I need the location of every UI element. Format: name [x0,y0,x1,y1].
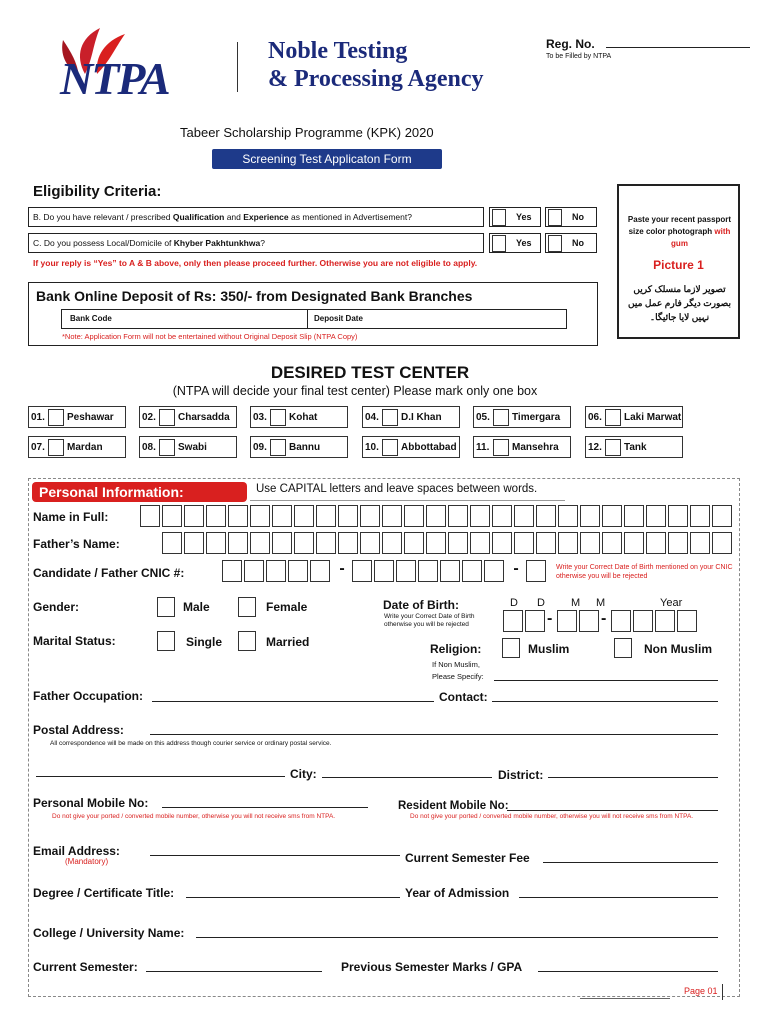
char-cell[interactable] [536,505,556,527]
char-cell[interactable] [272,532,292,554]
cnic-label: Candidate / Father CNIC #: [33,566,185,580]
current-semester-label: Current Semester: [33,960,138,974]
center-checkbox[interactable] [605,439,621,456]
current-semester-field[interactable] [146,971,322,972]
char-cell[interactable] [448,505,468,527]
religion-label: Religion: [430,642,482,656]
photo-box[interactable] [617,184,740,339]
degree-label: Degree / Certificate Title: [33,886,175,900]
married-checkbox[interactable] [238,631,256,651]
test-center-option[interactable] [585,406,683,428]
char-cell[interactable] [228,532,248,554]
char-cell[interactable] [690,505,710,527]
reg-no-note: To be Filled by NTPA [546,53,612,60]
father-name-label: Father’s Name: [33,537,120,551]
male-label: Male [183,600,210,614]
cnic-cell[interactable] [462,560,482,582]
center-number: 09. [253,442,267,453]
char-cell[interactable] [206,532,226,554]
male-checkbox[interactable] [157,597,175,617]
char-cell[interactable] [668,532,688,554]
char-cell[interactable] [492,505,512,527]
dob-cells[interactable]: - - [503,610,699,632]
char-cell[interactable] [602,532,622,554]
test-center-option[interactable] [473,436,571,458]
char-cell[interactable] [404,505,424,527]
email-mandatory: (Mandatory) [65,857,109,866]
form-title: Screening Test Applicaton Form [242,152,412,166]
bank-note: *Note: Application Form will not be entertained without Original Deposit Slip (NTPA Copy) [62,332,358,341]
cnic-cell[interactable] [484,560,504,582]
religion-specify-field[interactable] [494,680,718,681]
please-specify-text: Please Specify: [432,672,484,681]
previous-gpa-label: Previous Semester Marks / GPA [341,960,523,974]
char-cell[interactable] [140,505,160,527]
personal-info-header: Personal Information: [32,482,247,502]
char-cell[interactable] [426,532,446,554]
email-field[interactable] [150,855,400,856]
char-cell[interactable] [492,532,512,554]
char-cell[interactable] [514,532,534,554]
single-checkbox[interactable] [157,631,175,651]
question-c: C. Do you possess Local/Domicile of Khyber Pakhtunkhwa? [28,233,484,253]
non-muslim-label: Non Muslim [644,642,712,656]
college-label: College / University Name: [33,926,185,940]
cnic-cell[interactable] [440,560,460,582]
test-center-option[interactable] [250,406,348,428]
char-cell[interactable] [272,505,292,527]
father-name-cells[interactable] [162,532,734,554]
question-b-yes[interactable]: Yes [489,207,541,227]
char-cell[interactable] [514,505,534,527]
female-checkbox[interactable] [238,597,256,617]
center-name: Mansehra [512,442,559,453]
reg-no-field[interactable] [606,47,750,48]
center-checkbox[interactable] [382,439,398,456]
muslim-label: Muslim [528,642,570,656]
cnic-cell[interactable] [222,560,242,582]
dob-d2-label: D [537,597,545,609]
center-number: 02. [142,412,156,423]
eligibility-title: Eligibility Criteria: [33,183,162,200]
char-cell[interactable] [558,505,578,527]
contact-field[interactable] [492,701,718,702]
postal-address-line2[interactable] [36,776,285,777]
char-cell[interactable] [162,532,182,554]
city-field[interactable] [322,777,492,778]
char-cell[interactable] [162,505,182,527]
center-number: 12. [588,442,602,453]
center-checkbox[interactable] [382,409,398,426]
char-cell[interactable] [624,505,644,527]
question-c-yes[interactable]: Yes [489,233,541,253]
personal-info-section [28,478,740,997]
question-b: B. Do you have relevant / prescribed Qualification and Experience as mentioned in Advertisement? [28,207,484,227]
center-checkbox[interactable] [605,409,621,426]
char-cell[interactable] [536,532,556,554]
capital-instruction: Use CAPITAL letters and leave spaces between words. [256,483,538,495]
photo-urdu-note: تصویر لازما منسلک کریں بصورت دیگر فارم عمل میں نہیں لایا جائیگا۔ [628,284,731,322]
char-cell[interactable] [250,532,270,554]
reg-no-label: Reg. No. [546,37,595,51]
name-cells[interactable] [140,505,734,527]
center-checkbox[interactable] [159,409,175,426]
eligibility-warning: If your reply is “Yes” to A & B above, only then please proceed further. Otherwise you are not eligible to apply. [33,258,478,268]
org-name-line2: & Processing Agency [268,66,484,92]
center-name: Kohat [289,412,318,423]
char-cell[interactable] [646,505,666,527]
district-field[interactable] [548,777,718,778]
year-admission-label: Year of Admission [405,886,510,900]
char-cell[interactable] [470,532,490,554]
logo-text: NTPA [60,53,169,104]
question-c-no[interactable]: No [545,233,597,253]
page-number: Page 01 [684,986,718,996]
center-number: 06. [588,412,602,423]
deposit-date-field[interactable]: Deposit Date [307,309,567,329]
city-label: City: [290,767,317,781]
gender-label: Gender: [33,600,80,614]
cnic-dash: - [513,560,519,577]
center-name: Tank [624,442,647,453]
marital-label: Marital Status: [33,634,116,648]
female-label: Female [266,600,308,614]
contact-label: Contact: [439,690,488,704]
cnic-cell[interactable] [310,560,330,582]
header-divider [237,42,238,92]
semester-fee-field[interactable] [543,862,718,863]
center-checkbox[interactable] [159,439,175,456]
cnic-cell[interactable] [396,560,416,582]
muslim-checkbox[interactable] [502,638,520,658]
center-number: 08. [142,442,156,453]
previous-gpa-field[interactable] [538,971,718,972]
char-cell[interactable] [624,532,644,554]
resident-mobile-field[interactable] [507,810,718,811]
char-cell[interactable] [316,532,336,554]
center-number: 07. [31,442,45,453]
college-field[interactable] [196,937,718,938]
char-cell[interactable] [690,532,710,554]
center-checkbox[interactable] [48,439,64,456]
test-center-option[interactable] [362,406,460,428]
char-cell[interactable] [712,505,732,527]
org-name-line1: Noble Testing [268,38,408,64]
test-center-option[interactable] [139,406,237,428]
cnic-dob-note: Write your Correct Date of Birth mentioned on your CNIC otherwise you will be rejected [556,564,733,580]
semester-fee-label: Current Semester Fee [405,851,530,865]
char-cell[interactable] [316,505,336,527]
cnic-cell[interactable] [244,560,264,582]
form-title-banner [212,149,442,169]
center-checkbox[interactable] [48,409,64,426]
test-center-option[interactable] [585,436,683,458]
postal-address-label: Postal Address: [33,723,124,737]
programme-title: Tabeer Scholarship Programme (KPK) 2020 [180,125,434,140]
personal-mobile-note: Do not give your ported / converted mobile number, otherwise you will not receive sms from NTPA. [52,813,336,820]
if-non-muslim-text: If Non Muslim, [432,660,480,669]
center-name: Swabi [178,442,207,453]
char-cell[interactable] [602,505,622,527]
cnic-dash: - [339,560,345,577]
dob-label: Date of Birth: [383,598,459,612]
bank-title: Bank Online Deposit of Rs: 350/- from Designated Bank Branches [36,288,473,304]
question-b-no[interactable]: No [545,207,597,227]
char-cell[interactable] [250,505,270,527]
char-cell[interactable] [712,532,732,554]
married-label: Married [266,635,310,649]
cnic-cell[interactable] [526,560,546,582]
center-number: 11. [476,442,490,453]
center-name: Mardan [67,442,103,453]
personal-mobile-label: Personal Mobile No: [33,796,149,810]
dob-m1-label: M [571,597,581,609]
test-center-option[interactable] [28,406,126,428]
char-cell[interactable] [360,505,380,527]
page-marker [722,984,723,1000]
cnic-cell[interactable] [352,560,372,582]
char-cell[interactable] [580,532,600,554]
center-name: Timergara [512,412,561,423]
personal-mobile-field[interactable] [162,807,368,808]
bank-code-field[interactable]: Bank Code [61,309,335,329]
postal-note: All correspondence will be made on this address though courier service or ordinary postal service. [50,740,332,747]
center-checkbox[interactable] [270,439,286,456]
center-number: 04. [365,412,379,423]
dob-d1-label: D [510,597,518,609]
char-cell[interactable] [426,505,446,527]
email-label: Email Address: [33,844,120,858]
char-cell[interactable] [404,532,424,554]
char-cell[interactable] [558,532,578,554]
char-cell[interactable] [338,505,358,527]
picture-label: Picture 1 [653,258,704,272]
test-center-option[interactable] [473,406,571,428]
year-admission-field[interactable] [519,897,718,898]
test-center-option[interactable] [362,436,460,458]
char-cell[interactable] [470,505,490,527]
char-cell[interactable] [580,505,600,527]
char-cell[interactable] [646,532,666,554]
name-label: Name in Full: [33,510,109,524]
center-number: 01. [31,412,45,423]
center-number: 10. [365,442,379,453]
center-name: Laki Marwat [624,412,682,423]
char-cell[interactable] [338,532,358,554]
char-cell[interactable] [360,532,380,554]
test-center-option[interactable] [139,436,237,458]
char-cell[interactable] [184,532,204,554]
char-cell[interactable] [294,532,314,554]
father-occupation-label: Father Occupation: [33,689,144,703]
cnic-cells[interactable] [222,560,548,582]
center-name: D.I Khan [401,412,442,423]
char-cell[interactable] [206,505,226,527]
instruction-underline [250,500,565,501]
degree-field[interactable] [186,897,400,898]
char-cell[interactable] [184,505,204,527]
father-occupation-field[interactable] [152,701,434,702]
ntpa-logo [50,26,210,104]
resident-mobile-label: Resident Mobile No: [398,800,509,812]
district-label: District: [498,768,544,782]
single-label: Single [186,635,223,649]
cnic-cell[interactable] [374,560,394,582]
center-number: 03. [253,412,267,423]
dob-m2-label: M [596,597,606,609]
test-center-option[interactable] [28,436,126,458]
postal-address-field[interactable] [150,734,718,735]
test-center-subtitle: (NTPA will decide your final test center) Please mark only one box [172,384,538,398]
char-cell[interactable] [294,505,314,527]
cnic-cell[interactable] [418,560,438,582]
char-cell[interactable] [228,505,248,527]
cnic-cell[interactable] [288,560,308,582]
center-name: Bannu [289,442,321,453]
bank-section [28,282,598,346]
center-checkbox[interactable] [493,439,509,456]
center-name: Charsadda [178,412,230,423]
center-checkbox[interactable] [493,409,509,426]
center-number: 05. [476,412,490,423]
center-name: Abbottabad [401,442,457,453]
resident-mobile-note: Do not give your ported / converted mobile number, otherwise you will not receive sms from NTPA. [410,813,694,820]
char-cell[interactable] [382,532,402,554]
footer-line [580,998,670,999]
test-center-option[interactable] [250,436,348,458]
char-cell[interactable] [668,505,688,527]
char-cell[interactable] [382,505,402,527]
char-cell[interactable] [448,532,468,554]
dob-year-label: Year [660,597,683,609]
dob-sub-note: Write your Correct Date of Birth otherwise you will be rejected [384,613,475,628]
test-center-title: DESIRED TEST CENTER [270,363,470,382]
cnic-cell[interactable] [266,560,286,582]
center-checkbox[interactable] [270,409,286,426]
center-name: Peshawar [67,412,114,423]
photo-instructions: Paste your recent passport size color photograph with gum [627,215,732,248]
non-muslim-checkbox[interactable] [614,638,632,658]
